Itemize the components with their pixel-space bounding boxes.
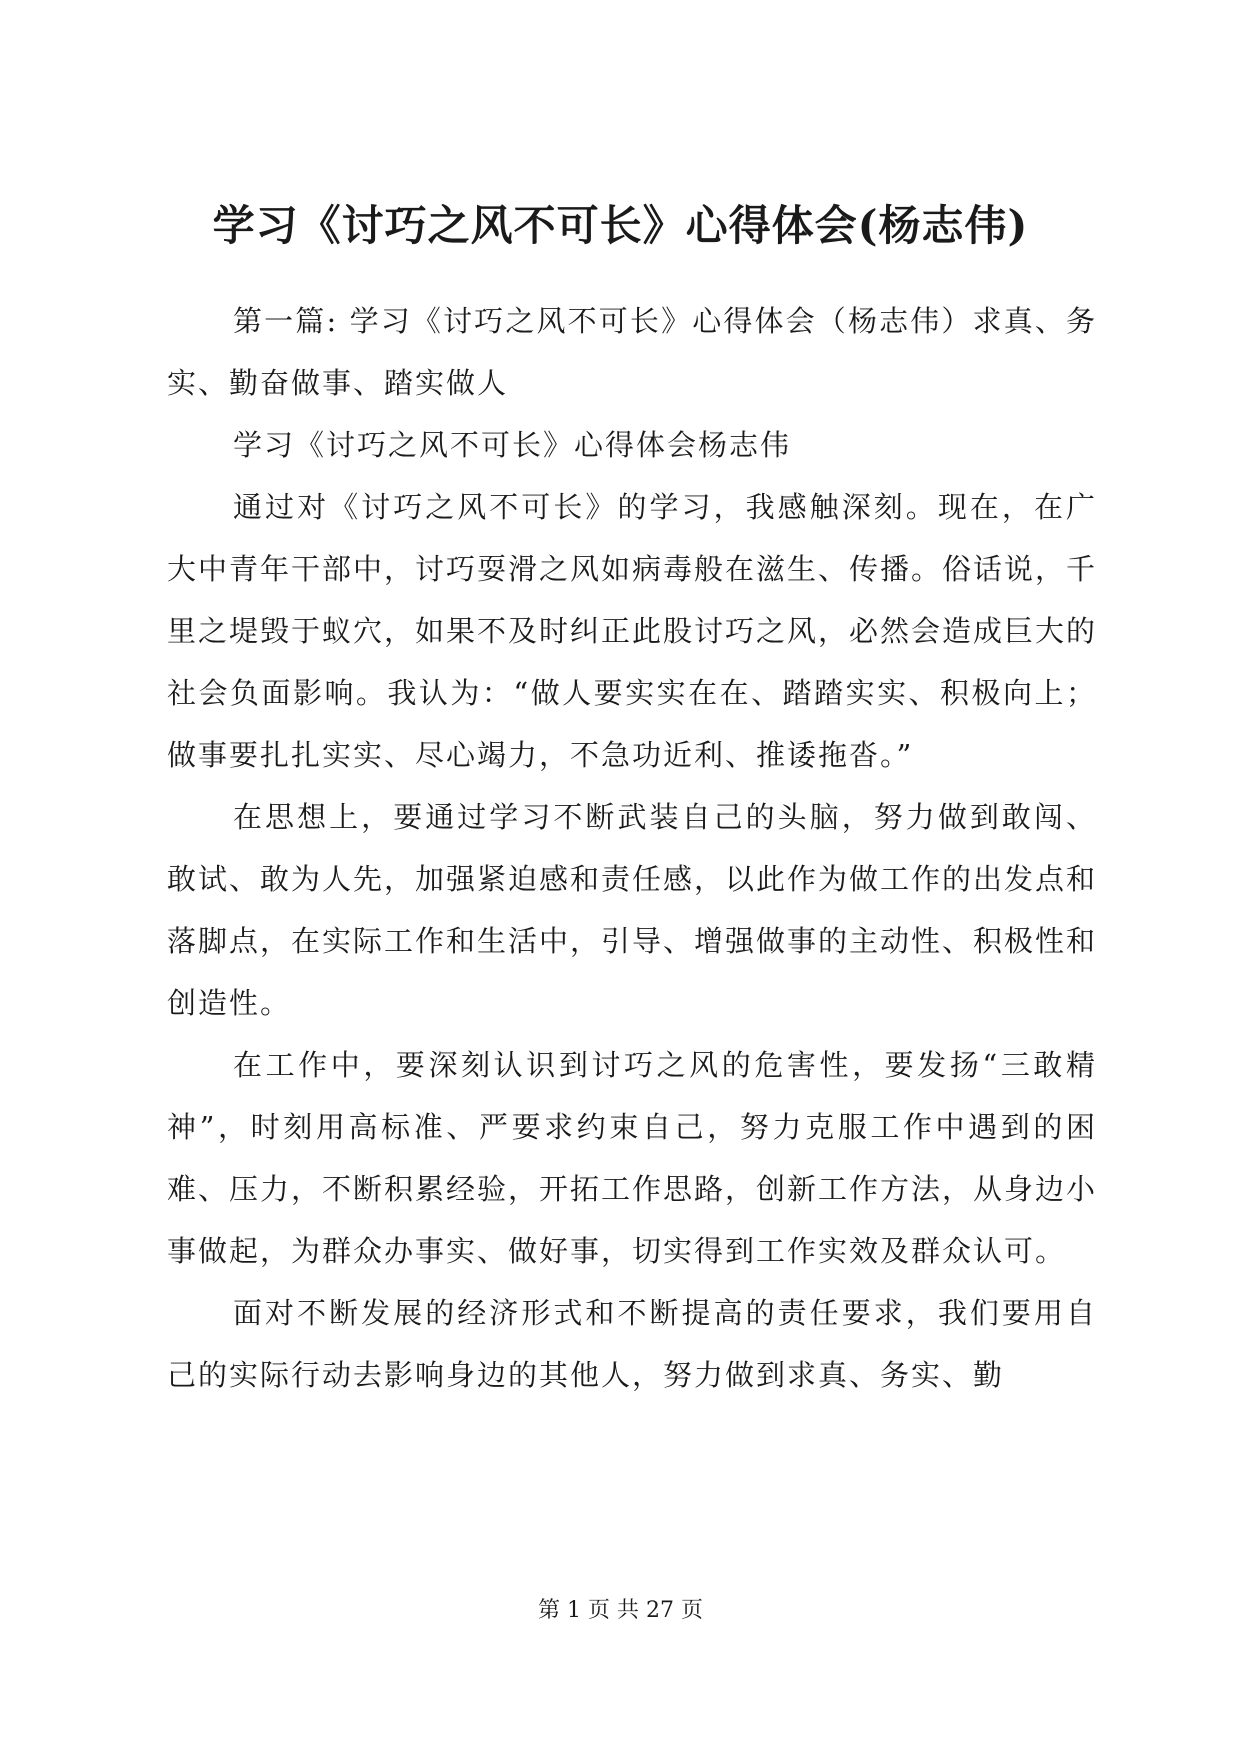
paragraph-2: 学习《讨巧之风不可长》心得体会杨志伟 bbox=[233, 428, 792, 462]
document-title: 学习《讨巧之风不可长》心得体会(杨志伟) bbox=[212, 201, 1029, 250]
paragraph-6: 面对不断发展的经济形式和不断提高的责任要求，我们要用自己的实际行动去影响身边的其他人，努力做到求真、务实、勤 bbox=[167, 1296, 1097, 1392]
paragraph-3: 通过对《讨巧之风不可长》的学习，我感触深刻。现在，在广大中青年干部中，讨巧耍滑之风如病毒般在滋生、传播。俗话说，千里之堤毁于蚁穴，如果不及时纠正此股讨巧之风，必然会造成巨大的社会负面影响。我认为：“做人要实实在在、踏踏实实、积极向上；做事要扎扎实实、尽心竭力，不急功近利、推诿拖沓。” bbox=[167, 490, 1098, 772]
page-number-footer: 第 1 页 共 27 页 bbox=[538, 1598, 703, 1623]
paragraph-1: 第一篇: 学习《讨巧之风不可长》心得体会（杨志伟）求真、务实、勤奋做事、踏实做人 bbox=[167, 304, 1097, 400]
paragraph-4: 在思想上，要通过学习不断武装自己的头脑，努力做到敢闯、敢试、敢为人先，加强紧迫感和责任感，以此作为做工作的出发点和落脚点，在实际工作和生活中，引导、增强做事的主动性、积极性和创造性。 bbox=[167, 800, 1098, 1020]
document-body bbox=[167, 290, 1097, 1406]
paragraph-5: 在工作中，要深刻认识到讨巧之风的危害性，要发扬“三敢精神”，时刻用高标准、严要求约束自己，努力克服工作中遇到的困难、压力，不断积累经验，开拓工作思路，创新工作方法，从身边小事做起，为群众办事实、做好事，切实得到工作实效及群众认可。 bbox=[167, 1048, 1098, 1268]
